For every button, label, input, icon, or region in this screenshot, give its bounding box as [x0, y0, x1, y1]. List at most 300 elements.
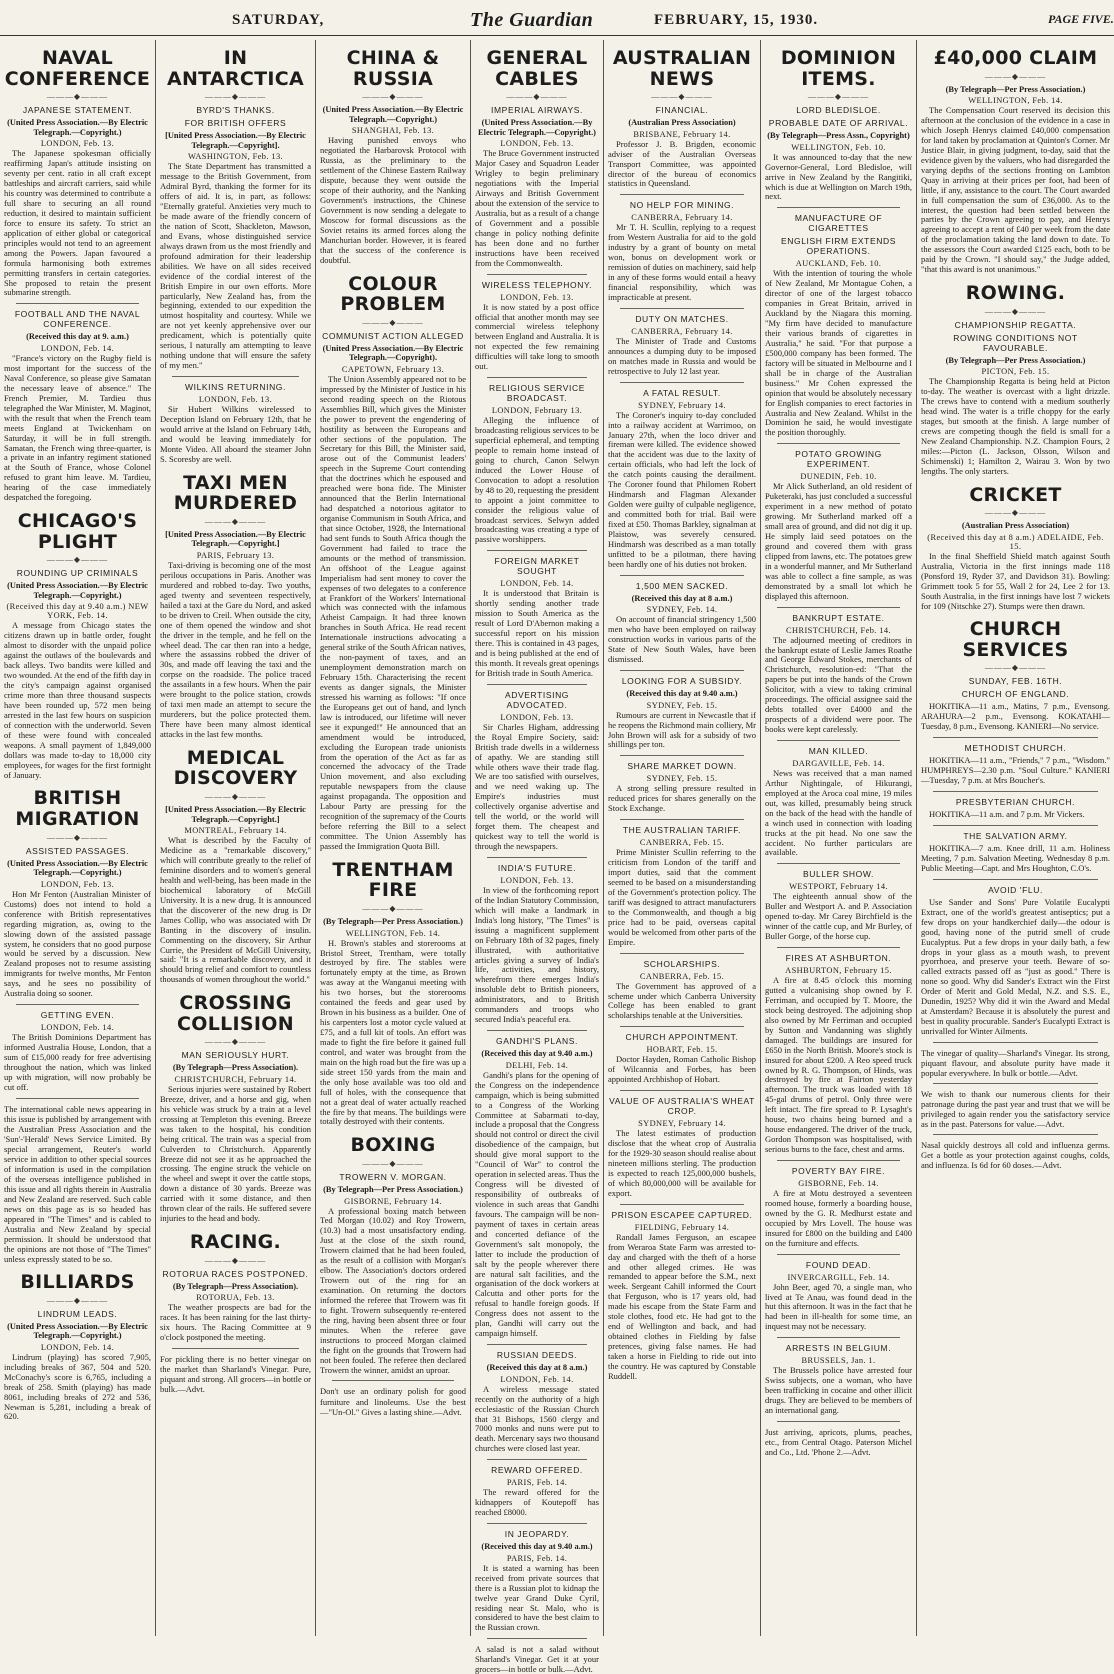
section-divider: [933, 879, 1098, 880]
dateline: SYDNEY, Feb. 14.: [646, 605, 718, 615]
article-body: The Bruce Government instructed Major Casey and Squadron Leader Wrigley to begin preliminary negotiations with the Imperial Airways and British Government about the extension of the service to Australia, but as a result of a change of Government and a possible change in policy nothing definite has been done and no further instructions have been received from the Commonwealth.: [475, 148, 599, 268]
dateline: PARIS, Feb. 14.: [506, 1553, 568, 1563]
article: [4, 511, 151, 780]
subheading: IN JEOPARDY.: [504, 1529, 570, 1540]
press-credit: (United Press Association.—By Electric Telegraph.—Copyright.): [7, 858, 148, 878]
dateline: CHRISTCHURCH, Feb. 14.: [786, 625, 891, 635]
section-divider: [16, 1004, 139, 1005]
section-divider: [487, 684, 587, 685]
headline-rule: ———◆———: [984, 508, 1047, 518]
dateline: LONDON, Feb. 13.: [500, 875, 574, 885]
article-body: The British Dominions Department has informed Australia House, London, that a sum of £15,000 ready for free advertising throughout the nation, which was linked up with migration, will now probably be cut off.: [4, 1032, 151, 1092]
section-divider: [620, 755, 744, 756]
article-body: The Brussels police have arrested four Swiss subjects, one a woman, who have been trafficking in cocaine and other illicit drugs. They are believed to be members of an international gang.: [765, 1365, 912, 1415]
subheading: SCHOLARSHIPS.: [643, 958, 721, 969]
section-divider: [777, 947, 900, 948]
subheading: PRISON ESCAPEE CAPTURED.: [611, 1209, 753, 1220]
headline: CRICKET: [969, 483, 1062, 506]
dateline: BRUSSELS, Jan. 1.: [801, 1356, 876, 1366]
section-divider: [172, 376, 299, 377]
dateline: MONTREAL, February 14.: [184, 826, 287, 836]
section-divider: [487, 1523, 587, 1524]
advertisement: The vinegar of quality—Sharland's Vinegar. Its strong, piquant flavour, and absolute purity have made it popular everywhere. In bulk or bottle.—Advt.: [921, 1047, 1110, 1079]
article: [475, 48, 599, 269]
article-body: A wireless message stated recently on the authority of a high ecclesiastic of the Russian Church that 31 Bishops, 1560 clergy and 7000 monks and nuns were put to death. Mercenary says two thousand churches were closed last year.: [475, 1383, 599, 1454]
headline-rule: ———◆———: [362, 317, 424, 327]
article: [475, 377, 599, 545]
subheading: ROWING CONDITIONS NOT FAVOURABLE.: [953, 332, 1078, 353]
advertisement: Don't use an ordinary polish for good furniture and linoleums. Use the best —"Un-Ol." Gives a lasting shine.—Advt.: [320, 1386, 466, 1417]
article: [475, 1030, 599, 1339]
article-body: HOKITIKA—11 a.m. and 7 p.m. Mr Vickers.: [929, 809, 1085, 820]
section-divider: [487, 857, 587, 858]
article: [921, 1134, 1110, 1170]
article: [608, 1026, 756, 1085]
section-divider: [620, 194, 744, 195]
article: [608, 48, 756, 189]
article-body: Use Sander and Sons' Pure Volatile Eucalypti Extract, one of the world's greatest antiseptics; put a few drops on your handkerchief daily—the odour is good, having none of the putrid smell of crude Eucalyptus. Put a few drops in your daily bath, a few drops in your glass as a mouth wash, to prevent pyorrhoea, and preserve your teeth. Beware of so-called extracts passed off as "just as good." There is none so good. Why did Sander's Extract win the First Order of Merit and Gold Medal, N.Z. and S.S. E., Dunedin, 1925? Why did it win the Award and Medal at Amsterdam? Because it is absolutely the purest and best in quality procurable. Sander's Eucalypti Extract is unrivalled for Winter Ailments.: [921, 896, 1110, 1037]
press-credit: (By Telegraph—Per Press Association.): [323, 916, 463, 926]
article-body: The adjourned meeting of creditors in the bankrupt estate of Leslie James Roathe and George Edward Stokes, merchants of Christchurch, resolution-ed: "That the papers be put into the hands of the Crown Solicitor, with a view to taking criminal proceedings. The official assignee said the debts totalled over £4000 and the prospects of a dividend were poor. The books were kept carelessly.: [765, 634, 912, 734]
dateline: CANBERRA, February 14.: [631, 213, 733, 223]
section-divider: [487, 1344, 587, 1345]
headline-rule: ———◆———: [984, 663, 1047, 673]
headline-rule: ———◆———: [984, 71, 1047, 81]
article: [608, 308, 756, 377]
subheading: LOOKING FOR A SUBSIDY.: [621, 675, 743, 686]
advertisement: Nasal quickly destroys all cold and influenza germs. Get a bottle as your protection against coughs, colds, and influenza. Is 6d for 60 doses.—Advt.: [921, 1140, 1110, 1171]
press-credit: (Received this day at 9.40 a.m.): [626, 688, 738, 698]
dateline: DELHI, Feb. 14.: [505, 1060, 569, 1070]
subheading: GETTING EVEN.: [40, 1010, 115, 1021]
subheading: CHURCH APPOINTMENT.: [625, 1032, 739, 1043]
subheading: BYRD'S THANKS.: [196, 105, 275, 116]
subheading: ADVERTISING ADVOCATED.: [504, 689, 570, 710]
advertisement: For pickling there is no better vinegar on the market than Sharland's Vinegar. Pure, piquant and strong. All grocers—in bottle or bulk.—Advt.: [160, 1354, 311, 1395]
article: [765, 740, 912, 858]
article: [921, 48, 1110, 275]
article: [608, 755, 756, 814]
section-divider: [620, 308, 744, 309]
press-credit: (United Press Association.—By Electric Telegraph.—Copyright.): [7, 1321, 148, 1341]
dateline: GISBORNE, Feb. 14.: [798, 1178, 879, 1188]
subheading: THE SALVATION ARMY.: [963, 831, 1068, 842]
article: [320, 274, 466, 852]
dateline: ROTORUA, Feb. 13.: [196, 1293, 275, 1303]
masthead-day: SATURDAY,: [232, 12, 325, 28]
headline-rule: ———◆———: [204, 1037, 267, 1047]
subheading: A FATAL RESULT.: [643, 387, 721, 398]
subheading: PRESBYTERIAN CHURCH.: [955, 797, 1076, 808]
advertisement: A salad is not a salad without Sharland's Vinegar. Get it at your grocers—in bottle or bulk.—Advt.: [475, 1644, 599, 1674]
dateline: LONDON, Feb. 13.: [40, 139, 115, 149]
article: [608, 819, 756, 947]
dateline: (Received this day at 9.40 a.m.) NEW YORK, Feb. 14.: [6, 602, 149, 621]
article-body: John Beer, aged 70, a single man, who lived at Te Anau, was found dead in the hut this afternoon. It was in the fact that he had been in ill-health for some time, an inquest may not be necessary.: [765, 1281, 912, 1332]
article: [921, 825, 1110, 874]
headline-rule: ———◆———: [362, 92, 424, 102]
article: [160, 748, 311, 985]
dateline: CANBERRA, Feb. 15.: [639, 838, 725, 848]
article: [160, 1232, 311, 1343]
advertisement: Just arriving, apricots, plums, peaches, etc., from Central Otago. Paterson Michel and Co., Ltd. 'Phone 2.—Advt.: [765, 1426, 912, 1457]
subheading: LINDRUM LEADS.: [37, 1308, 118, 1319]
headline: AUSTRALIAN NEWS: [612, 47, 752, 90]
section-divider: [933, 737, 1098, 738]
article: [320, 1135, 466, 1375]
section-divider: [487, 377, 587, 378]
article-body: Professor J. B. Brigden, economic adviser of the Australian Overseas Transport Committee, was appointed director of the bureau of economics statistics in Queensland.: [608, 138, 756, 189]
headline: £40,000 CLAIM: [933, 47, 1098, 69]
article-body: Lindrum (playing) has scored 7,905, including breaks of 367, 504 and 520. McConachy's score is 6,765, including a break of 258. Smith (playing) has made 8061, including breaks of 272 and 536, Newman is 5,281, including a break of 620.: [4, 1351, 151, 1422]
section-divider: [777, 607, 900, 608]
article: [160, 376, 311, 465]
subheading: DUTY ON MATCHES.: [635, 313, 729, 324]
article-body: The Championship Regatta is being held at Picton to-day. The weather is overcast with a light drizzle. The crews have to contend with a medium southerly head wind. The water is a trifle choppy for the early stages, but smooth at the finish. A large number of crews are competing though the field is small for a New Zealand Championship. N.Z. Champion Fours, 2 miles:—Picton (L. Jackson, Olsson, Wilson and Schimenski) 1; Hamilton 2, Wairau 3. Won by two lengths. The only starters.: [921, 376, 1110, 476]
article: [4, 48, 151, 298]
headline-rule: ———◆———: [506, 92, 568, 102]
column-5: [603, 40, 760, 1636]
article-body: The weather prospects are bad for the races. It has been raining for the last thirty-six hours. The Racing Committee at 9 o'clock postponed the meeting.: [160, 1302, 311, 1343]
article: [765, 1254, 912, 1333]
headline-rule: ———◆———: [46, 832, 109, 842]
article-body: The eighteenth annual show of the Buller and Westport A. and P. Association opened to-day. Mr Carey Birchfield is the winner of the cattle cup, and Mr Burley, of Buller Gorge, of the horse cup.: [765, 891, 912, 942]
headline-rule: ———◆———: [46, 555, 109, 565]
article-body: The latest estimates of production disclose that the wheat crop of Australia for the 1929-30 season should realise about nineteen millions sterling. The production is expected to reach 125,000,000 bushels, of which 80,000,000 will be available for export.: [608, 1128, 756, 1198]
subheading: BULLER SHOW.: [803, 869, 874, 880]
subheading: CHURCH OF ENGLAND.: [961, 689, 1070, 700]
subheading: METHODIST CHURCH.: [964, 743, 1067, 754]
article-body: A message from Chicago states the citizens drawn up in battle order, fought almost to disorder with the unpaid police against the outlaws of the boulevards and back alleys. Two bandits were killed and two wounded. At the end of the fifth day in the city's campaign against organised crime more than three thousand suspects have been rounded up, 572 men being arrested in the last few hours on suspicion of connection with the underworld. Seven of these were found with concealed weapons. A small payment of 1,849,000 dollars was made to-day to 18,000 city employees, for wages for the first fortnight of January.: [4, 620, 151, 780]
press-credit: (By Telegraph—Press Association).: [172, 1063, 299, 1073]
column-3: [315, 40, 470, 1636]
article-body: HOKITIKA—7 a.m. Knee drill, 11 a.m. Holiness Meeting, 7 p.m. Salvation Meeting. Wednesday 8 p.m. Public Meeting—Capt. and Mrs Houghton, C.O's.: [921, 843, 1110, 873]
dateline: DUNEDIN, Feb. 10.: [800, 472, 877, 482]
article: [765, 207, 912, 438]
section-divider: [487, 550, 587, 551]
article: [4, 1272, 151, 1422]
article-body: The Compensation Court reserved its decision this afternoon at the conclusion of the evidence in a case in which Joseph Henrys claimed £40,000 compensation for land taken by proclamation at Quinton's Corner. Mr Justice Blair, in giving judgment, to-day, said that the evidence given by the valuers, who had disregarded the varying depths of the sections fronting on Lambton Quay in arriving at their prices per foot, had been of little, if any, assistance to the court. The Court awarded in full compensation the sum of £36,000. As to the interest, the question had been settled between the parties by the Crown agreeing to pay, and Henrys agreeing to accept a rent of £40 per week from the date of the proclamation taking the land down to date. To the assessors the Court awarded £125 each, both to be paid by the Crown. "I should say," the Judge added, "that this award is not unanimous.": [921, 105, 1110, 275]
section-divider: [933, 1083, 1098, 1084]
article: [921, 283, 1110, 477]
dateline: CAPETOWN, February 13.: [341, 364, 445, 374]
subheading: FOREIGN MARKET SOUGHT: [494, 556, 580, 577]
masthead: [0, 0, 1114, 36]
article-body: HOKITIKA—11 a.m., Matins, 7 p.m., Evensong. ARAHURA—2 p.m., Evensong. KOKATAHI—Tuesday, 8 p.m., Evensong. KANIERI—No service.: [921, 701, 1110, 732]
press-credit: (United Press Association.—By Electric Telegraph.—Copyright).: [322, 343, 464, 363]
section-divider: [487, 274, 587, 275]
dateline: PICTON, Feb. 15.: [981, 367, 1050, 377]
subheading: PROBABLE DATE OF ARRIVAL.: [768, 118, 909, 129]
article: [160, 993, 311, 1224]
dateline: INVERCARGILL, Feb. 14.: [787, 1272, 890, 1282]
press-credit: [United Press Association.—By Electric Telegraph.—Copyright.]: [165, 804, 306, 824]
section-divider: [620, 953, 744, 954]
press-credit: (By Telegraph—Press Assn., Copyright): [767, 131, 910, 141]
article-body: Randall James Ferguson, an escapee from Weraroa State Farm was arrested to-day and charged with the theft of a horse and other alleged crimes. He was remanded to appear before the S.M., next week. Sergeant Cahill informed the Court that Ferguson, who is 17 years old, had made his escape from the State Farm and stole clothes, food etc. He had got to the end of Wellington and back, and had obtained clothes in Fielding by false pretences, giving false names. He had taken a horse in Fielding to ride out into the country. He was captured by Constable Ruddell.: [608, 1231, 756, 1381]
press-credit: (Received this day at 8 a.m.): [486, 1363, 588, 1373]
dateline: LONDON, Feb. 14.: [500, 1374, 574, 1384]
article-body: The Union Assembly appeared not to be impressed by the Minister of Justice in his second reading speech on the Riotous Assemblies Bill, which gives the Minister the power to prevent the engendering of hostility as between the Europeans and other sections of the population. The Secretary for this Bill, the Minister said, arose out of the Communist leaders' speech in the Supreme Court contending that the doctrines which he espoused and preached were bona fide. The Minister announced that the Berlin International had despatched a notorious agitator to organise Communism in South Africa, and that since October, 1928, the International had sent funds to South Africa though the Government had failed to trace the amounts or the method of transmission. An offshoot of the League against Imperialism had sent money to cover the expenses of two delegates to a conference at Frankfort of the Workers' International which was connected with the infamous Atheist Campaign. It had three known branches in South Africa. He read recent Internationale instructions advocating a general strike of the South African natives, the non-payment of taxes, and an unemployment demonstration march on February 15th. Characterising the recent events as danger signals, the Minister stressed his warning as follows: "If once the Europeans get out of hand, and lynch law is introduced, our lifetime will never see it expunged!" He announced that an amendment would be introduced, excluding the European trade unionists from the operation of the Act as far as concerned the advocacy of the Trade Union movement, and also excluding reputable newspapers from the clause against propaganda. The opposition and Labour Party are pressing for the recognition of the supremacy of the Courts before referring the Bill to a select committee. The Union Assembly has passed the Immigration Quota Bill.: [320, 373, 466, 851]
subheading: ROTORUA RACES POSTPONED.: [162, 1268, 309, 1279]
article: [475, 1344, 599, 1454]
subheading: IMPERIAL AIRWAYS.: [491, 105, 583, 116]
article-body: News was received that a man named Arthur Nightingale, of Hikurangi, employed at the Aroca coal mine, 19 miles out, was killed, presumably being struck on the back of the head with the handle of a winch used in connection with loading trucks at the pit head. No one saw the accident. No further particulars are available.: [765, 767, 912, 858]
article-body: With the intention of touring the whole of New Zealand, Mr Montague Cohen, a director of one of the largest tobacco companies in Great Britain, arrived in Auckland by the Niagara this morning. "My firm have decided to manufacture their various brands of cigarettes in Australia," he said. "For that purpose a £500,000 company has been formed. The factory will be situated in Melbourne and I shall be in charge of the Australian business." Mr Cohen expressed the opinion that would be absolutely necessary for English companies to erect factories in Australia and New Zealand. Whilst in the Dominion he said, he would investigate the position thoroughly.: [765, 268, 912, 438]
article-body: Serious injuries were sustained by Robert Breeze, driver, and a horse and gig, when his vehicle was struck by a train at a level crossing at Templeton this evening. Breeze was taken to the hospital, his condition being critical. The train was a special from Culverden to Christchurch. Apparently Breeze did not see it as he approached the crossing. The engine struck the vehicle on the wheel and swept it over the cattle stops, down a distance of 30 yards. Breeze was carried with it some distance, and then thrown clear of the rails. He suffered severe injuries to the head and body.: [160, 1083, 311, 1224]
dateline: WESTPORT, February 14.: [789, 882, 888, 892]
article-body: A fire at 8.45 o'clock this morning gutted a vulcanising shop owned by F. Ferriman, and occupied by T. Moore, the stock being destroyed. The adjoining shop also owned by Mr Ferriman and occupied by Sutton and Vandanning was slightly damaged. The buildings are insured for £650 in the North British. Moore's stock is insured for about £200. A Reo speed truck owned by R. G. Thompson, of Hinds, was destroyed by fire at Fairton yesterday afternoon. The truck was loaded with 18 45-gal drums of petrol. Only three were left intact. The fire spread to P. Lysaght's house, two chains being burned and a house endangered. The driver of the truck, Gordon Thompson was hospitalised, with serious burns to the face, chest and arms.: [765, 975, 912, 1154]
article-body: On account of financial stringency 1,500 men who have been employed on railway construction works in various parts of the State of New South Wales, have been dismissed.: [608, 614, 756, 665]
section-divider: [620, 382, 744, 383]
press-credit: (United Press Association.—By Electric Telegraph.—Copyright.): [478, 118, 596, 137]
press-credit: (United Press Association.—By Electric Telegraph.—Copyright.): [322, 105, 464, 124]
column-2: [155, 40, 315, 1636]
subheading: WILKINS RETURNING.: [184, 382, 286, 393]
article: [608, 194, 756, 303]
column-4: [470, 40, 603, 1674]
subheading: ROUNDING UP CRIMINALS: [16, 568, 139, 579]
article-body: Rumours are current in Newcastle that if he reopens the Richmond main colliery, Mr John Brown will ask for a subsidy of two shillings per ton.: [608, 709, 756, 750]
article-body: A strong selling pressure resulted in reduced prices for shares generally on the Stock Exchange.: [608, 783, 756, 814]
article-body: A fire at Motu destroyed a seventeen roomed house, formerly a boarding house, owned by the G. R. Medhurst estate and occupied by Mrs Lovell. The house was insured for £800 on the building and £400 on the furniture and effects.: [765, 1187, 912, 1248]
subheading: JAPANESE STATEMENT.: [22, 105, 133, 116]
subheading: ASSISTED PASSAGES.: [25, 845, 130, 856]
dateline: LONDON, Feb. 13.: [500, 292, 574, 302]
article: [765, 1421, 912, 1457]
headline-rule: ———◆———: [362, 903, 424, 913]
masthead-date: FEBRUARY, 15, 1930.: [654, 12, 819, 28]
section-divider: [777, 863, 900, 864]
article-body: Taxi-driving is becoming one of the most perilous occupations in Paris. Another was murdered and robbed to-day. Two youths, aged twenty and seventeen respectively, hailed a taxi at the Gare du Nord, and asked to be driven to Creil. When outside the city, one of them opened the window and shot the driver in the temple, and he fell on the wheel dead. The car then ran into a hedge, where the assassins robbed the driver of 30s, and made off leaving the taxi and the corpse on the roadside. The police traced the assailants in a few hours. When the pair were brought to the police station, crowds of taxi men made an attempt to secure the murderers, but the police protected them. There have been many almost identical attacks in the last few months.: [160, 560, 311, 739]
section-divider: [933, 825, 1098, 826]
subheading: INDIA'S FUTURE.: [497, 862, 577, 873]
headline-rule: ———◆———: [204, 92, 267, 102]
masthead-page-number: PAGE FIVE.: [1048, 12, 1114, 26]
section-divider: [172, 1348, 299, 1349]
headline-rule: ———◆———: [46, 92, 109, 102]
article: [921, 619, 1110, 732]
press-credit: (By Telegraph—Per Press Association.): [323, 1184, 463, 1194]
masthead-paper-title: The Guardian: [470, 9, 594, 31]
dateline: LONDON, Feb. 14.: [500, 579, 574, 589]
subheading: SHARE MARKET DOWN.: [627, 761, 737, 772]
dateline: FIELDING, February 14.: [634, 1222, 730, 1232]
article: [765, 607, 912, 735]
section-divider: [620, 670, 744, 671]
article: [475, 684, 599, 852]
dateline: ASHBURTON, February 15.: [785, 966, 892, 976]
article: [765, 48, 912, 202]
article: [608, 382, 756, 570]
press-credit: (Received this day at 8 a.m.): [631, 593, 733, 603]
article: [4, 303, 151, 503]
section-divider: [777, 1421, 900, 1422]
press-credit: (Australian Press Association): [628, 118, 736, 128]
article-body: H. Brown's stables and storerooms at Bristol Street, Trentham, were totally destroyed by fire. The stables were fortunately empty at the time, as Brown was away at the Wanganui meeting with his two horses, but the storerooms contained the feeds and gear used by Brown in his business as a builder. One of his carpenters lost a motor cycle valued at £75, and a full kit of tools. An effort was made to fight the fire before it gained full control, and water was brought from the main on the high road but the fire was up a side street 150 yards from the main and the only hose available was too old and full of holes, with the consequence that not a great deal of water actually reached the fire by that means. The buildings were totally destroyed with their contents.: [320, 937, 466, 1127]
article-body: Doctor Hayden, Roman Catholic Bishop of Wilcannia and Forbes, has been appointed Archbishop of Hobart.: [608, 1054, 756, 1085]
article: [608, 953, 756, 1022]
subheading: 1,500 MEN SACKED.: [635, 580, 729, 591]
press-credit: (By Telegraph—Press Association).: [172, 1281, 299, 1291]
press-credit: (Received this day at 9.40 a.m.): [481, 1049, 593, 1059]
headline: CHICAGO'S PLIGHT: [17, 510, 138, 553]
article: [608, 575, 756, 665]
headline-rule: ———◆———: [651, 92, 713, 102]
dateline: LONDON, Feb. 14.: [40, 1342, 115, 1352]
subheading: LORD BLEDISLOE.: [796, 105, 881, 116]
article-body: Having punished envoys who negotiated the Harbarovsk Protocol with Russia, as the preliminary to the settlement of the Chinese Eastern Railway dispute, because they went outside the scope of their authority, and the Nanking Government's instructions, the Chinese Government is now sending a delegate to Moscow for formal discussions as the Soviet retains its armed forces along the Manchurian border. However, it is feared that the success of the conference is doubtful.: [320, 135, 466, 265]
press-credit: (Received this day at 9. a.m.): [26, 332, 129, 342]
dateline: CANBERRA, Feb. 15.: [639, 971, 725, 981]
press-credit: (Australian Press Association): [961, 521, 1070, 531]
dateline: GISBORNE, February 14.: [344, 1196, 442, 1206]
article-body: Sir Charles Higham, addressing the Royal Empire Society, said: British trade dwells in a wilderness of apathy. We are standing still while others wave their trade flag. We are too satisfied with ourselves, and we need waking up. The Empire's industries must collectively organise advertise and tell the world, or the world will forget them. The cheapest and quickest way to tell the world is through the newspapers.: [475, 721, 599, 852]
section-divider: [777, 1337, 900, 1338]
article: [921, 1042, 1110, 1078]
article-body: Mr T. H. Scullin, replying to a request from Western Australia for aid to the gold industry by a grant of bounty on metal won, bonus on development work or remission of duties on machinery, said help in any of these forms would entail a heavy financial responsibility, which was impracticable at present.: [608, 222, 756, 302]
subheading: MANUFACTURE OF CIGARETTES: [794, 213, 883, 234]
subheading: RELIGIOUS SERVICE BROADCAST.: [488, 383, 585, 404]
article-body: It was announced to-day that the new Governor-General, Lord Bledisloe, will arrive in New Zealand by the Rangitiki, which is due at Wellington on March 19th, next.: [765, 151, 912, 202]
dateline: (Received this day at 8 a.m.) ADELAIDE, Feb. 15.: [927, 532, 1104, 551]
dateline: PARIS, February 13.: [196, 551, 275, 560]
section-divider: [620, 1204, 744, 1205]
article: [765, 947, 912, 1155]
article-body: It is understood that Britain is shortly sending another trade mission to South America as the result of Lord D'Abernon making a successful report on his mission there. This is contained in 43 pages, and is being published at the end of this month. It reveals great openings for British trade in South America.: [475, 588, 599, 678]
article-body: It is now stated by a post office official that another month may see commercial wireless telephony between England and Australia. It is not expected the few remaining difficulties will take long to smooth out.: [475, 301, 599, 372]
article-body: Gandhi's plans for the opening of the Congress on the independence campaign, which is being submitted to a Congress of the Working Committee at Sabarmati to-day, include a proposal that the Congress should not control or direct the civil disobedience of the campaign, but should give moral support to the "Council of War" to control the operation in selected areas. Thus the Congress will be divested of responsibility of outbreaks of violence in such areas that Gandhi favours. The campaign will be non-payment of taxes in certain areas and concerted defiance of the Government's salt monopoly, the latter to include the production of salt by the people wherever there are natural salt facilities, and the organisation of the dock workers at Calcutta and other ports for the refusal to handle foreign goods. If Congress does not assent to the plan, Gandhi will carry out the campaign himself.: [475, 1069, 599, 1339]
subheading: COMMUNIST ACTION ALLEGED: [322, 330, 464, 341]
article-body: Hon Mr Fenton (Australian Minister of Customs) does not intend to hold a conference with British representatives regarding migration, as, owing to the slowing down of the assisted passage system, he considers that no good purpose would be served by a discussion. New Zealand proposes not to resume assisting immigrants for twelve months, Mr Fenton says, and he sees no possibility of Australia doing so sooner.: [4, 888, 151, 999]
section-divider: [487, 1459, 587, 1460]
article-body: What is described by the Faculty of Medicine as a "remarkable discovery," which will contribute greatly to the relief of feminine disorders and to women's general health and well-being, has been made in the biochemical laboratory of McGill University. It is a new drug. It is announced that the discoverer of the new drug is Dr James Collip, who was associated with Dr Banting in the discovery of insulin. Commenting on the discovery, Sir Arthur Currie, the President of McGill University, said: "It is a remarkable discovery, and it should bring relief and comfort to countless thousands of women throughout the world.": [160, 835, 311, 985]
section-divider: [777, 1160, 900, 1161]
article-body: Prime Minister Scullin referring to the criticism from London of the tariff and import duties, said that the comment seemed to be based on a misunderstanding of the Government's protection policy. The tariff was designed to attract manufacturers to the Commonwealth, and though a big price had to be paid, overseas capital would be welcomed from other parts of the Empire.: [608, 847, 756, 947]
article: [765, 443, 912, 601]
subheading: FOUND DEAD.: [805, 1259, 872, 1270]
headline-rule: ———◆———: [204, 516, 267, 526]
dateline: PARIS, Feb. 14.: [506, 1478, 568, 1488]
headline-rule: ———◆———: [984, 306, 1047, 316]
section-divider: [487, 1030, 587, 1031]
section-divider: [16, 1098, 139, 1099]
headline: CHURCH SERVICES: [962, 618, 1069, 661]
subheading: THE AUSTRALIAN TARIFF.: [622, 825, 742, 836]
subheading: AVOID 'FLU.: [988, 884, 1043, 895]
advertisement: The international cable news appearing in this issue is published by arrangement with the Australian Press Association and the 'Sun'-'Herald' News Service Limited. By special arrangement, Reuter's world service in addition to other special sources of information is used in the compilation of the overseas intelligence published in this issue and all rights therein in Australia and New Zealand are reserved. Such cable news on this page as is so headed has appeared in "The Times" and is cabled to Australia and New Zealand by special permission. It should be understood that the opinions are not those of "The Times" unless expressly stated to be so.: [4, 1103, 151, 1264]
dateline: WELLINGTON, Feb. 14.: [968, 96, 1063, 106]
press-credit: (United Press Association.—By Electric Telegraph.—Copyright.): [7, 118, 148, 137]
press-credit: (By Telegraph—Per Press Association.): [945, 84, 1086, 94]
headline: BRITISH MIGRATION: [15, 787, 140, 830]
headline: COLOUR PROBLEM: [340, 272, 446, 316]
article-body: A professional boxing match between Ted Morgan (10.02) and Roy Trowern, (10.3) had a most unsatisfactory ending. Just at the close of the sixth round, Trowern claimed that he had been fouled, as the result of a collision with Morgan's elbow. The Association's doctors ordered Trowern out of the ring for an examination. On returning the doctors informed the referee that Trowern was fit to fight. Trowern subsequently re-entered the ring, having been absent three or four minutes. When the referee gave instructions to proceed Morgan claimed the fight on the grounds that Trowern had not been fouled. The referee then declared Trowern the winner, amidst an uproar.: [320, 1205, 466, 1375]
dateline: CANBERRA, February 14.: [631, 326, 733, 336]
subheading: RUSSIAN DEEDS.: [496, 1350, 578, 1361]
section-divider: [933, 1042, 1098, 1043]
subheading: FIRES AT ASHBURTON.: [785, 953, 892, 964]
subheading: BANKRUPT ESTATE.: [792, 612, 885, 623]
headline: TRENTHAM FIRE: [332, 858, 454, 902]
dateline: LONDON, Feb. 13.: [500, 139, 574, 149]
column-6: [760, 40, 916, 1636]
subheading: WIRELESS TELEPHONY.: [481, 279, 593, 290]
section-divider: [777, 207, 900, 208]
dateline: SHANGHAI, Feb. 13.: [351, 126, 435, 136]
subheading: FOOTBALL AND THE NAVAL CONFERENCE.: [14, 309, 141, 330]
dateline: DARGAVILLE, Feb. 14.: [792, 758, 885, 768]
dateline: AUCKLAND, Feb. 10.: [795, 259, 882, 269]
headline-rule: ———◆———: [362, 1158, 424, 1168]
subheading: MAN SERIOUSLY HURT.: [181, 1050, 290, 1061]
article-body: In view of the forthcoming report of the Indian Statutory Commission, which will make a landmark in India's long history, "The Times" is issuing a magnificent supplement on February 18th of 32 pages, finely illustrated, with authoritative articles giving a survey of India's life, activities, and history, wherefrom there emerges India's insoluble debt to British pioneers, administrators, and to British commanders and troops who secured India's peaceful era.: [475, 884, 599, 1025]
dateline: WELLINGTON, Feb. 10.: [791, 142, 886, 152]
article: [765, 1337, 912, 1416]
article: [320, 48, 466, 266]
section-divider: [16, 303, 139, 304]
article: [475, 857, 599, 1025]
article: [160, 1348, 311, 1394]
article-body: The reward offered for the kidnappers of Koutepoff has reached £8000.: [475, 1487, 599, 1518]
subheading: FOR BRITISH OFFERS: [184, 118, 287, 129]
section-divider: [777, 1254, 900, 1255]
subheading: TROWERN V. MORGAN.: [339, 1171, 447, 1182]
section-divider: [487, 1638, 587, 1639]
article: [765, 863, 912, 942]
section-divider: [620, 819, 744, 820]
headline: BOXING: [350, 1134, 436, 1157]
dateline: SYDNEY, February 14.: [638, 400, 726, 410]
press-credit: [United Press Association.—By Electric Telegraph.—Copyright].: [165, 131, 306, 150]
article: [921, 1083, 1110, 1129]
dateline: LONDON, February 13.: [491, 406, 583, 416]
headline: IN ANTARCTICA: [166, 47, 305, 90]
article: [475, 550, 599, 678]
subheading: NO HELP FOR MINING.: [629, 200, 735, 211]
subheading: FINANCIAL.: [655, 105, 709, 116]
headline: CROSSING COLLISION: [177, 992, 294, 1035]
dateline: LONDON, Feb. 14.: [40, 1023, 115, 1033]
article-body: The State Department has transmitted a message to the British Government, from Admiral Byrd, thanking the former for its offers of aid. It is, in part, as follows: "Eternally grateful. Anxieties very much to be made aware of the friendly concern of the nation of Scott, Shackleton, Mawson, and Evans, whose distinguished service always drawn from us the most friendly and profound admiration for their leadership abilities. We have on all sides received evidence of the cordial interest of the British Empire in our own efforts. More particularly, New Zealand has, from the beginning, extended to our expedition the utmost hospitality and courtesy. While we are not yet keenly apprehensive over our predicament, which is potentially quite serious, I naturally am attempting to leave nothing undone that will ensure the safety of my men.": [160, 161, 311, 371]
section-divider: [777, 740, 900, 741]
headline: MEDICAL DISCOVERY: [173, 746, 298, 790]
dateline: SYDNEY, Feb. 15.: [646, 700, 718, 710]
dateline: HOBART, Feb. 15.: [646, 1045, 718, 1055]
section-divider: [777, 443, 900, 444]
article: [921, 737, 1110, 786]
dateline: BRISBANE, February 14.: [633, 129, 731, 139]
article: [160, 473, 311, 740]
headline-rule: ———◆———: [204, 791, 267, 801]
article-body: The Coroner's inquiry to-day concluded into a railway accident at Warrimoo, on January 27th, when the loco driver and fireman were killed. The evidence showed that the accident was due to the laxity of certain officials, who had left the lock of the catch points causing the derailment. The Coroner found that Philomen Robert Hindmarsh and Flagman Alexander Golden were guilty of culpable negligence, and committed both for trial. Bail were fixed at £50. Thomas Barkley, signalman at Plaistow, was severely censured. Hindmarsh was described as a man totally unfitted to be a pilotman, there having been hardly one of his duties not broken.: [608, 409, 757, 569]
section-divider: [620, 575, 744, 576]
dateline: LONDON, Feb. 13.: [500, 712, 574, 722]
section-divider: [620, 1026, 744, 1027]
dateline: CHRISTCHURCH, February 14.: [174, 1074, 297, 1084]
article-body: The Government has approved of a scheme under which Canberra University College has been enabled to grant scholarships tenable at the Universities.: [608, 980, 756, 1021]
press-credit: [United Press Association.—By Electric Telegraph.—Copyright.]: [165, 529, 306, 549]
section-divider: [933, 1134, 1098, 1135]
headline: DOMINION ITEMS.: [780, 47, 897, 90]
article: [921, 879, 1110, 1037]
subheading: CHAMPIONSHIP REGATTA.: [954, 319, 1077, 330]
headline-rule: ———◆———: [807, 92, 870, 102]
headline: CHINA & RUSSIA: [346, 47, 440, 90]
headline: GENERAL CABLES: [486, 47, 588, 90]
subheading: SUNDAY, FEB. 16TH.: [968, 676, 1063, 687]
subheading: POVERTY BAY FIRE.: [791, 1165, 886, 1176]
